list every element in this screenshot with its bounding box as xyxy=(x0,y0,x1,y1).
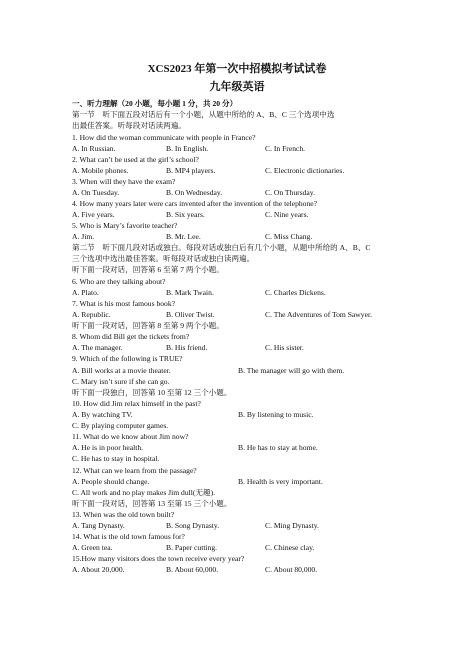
exam-subtitle: 九年级英语 xyxy=(209,81,265,93)
q11-option-b: B. He has to stay at home. xyxy=(238,443,318,452)
q12-option-b: B. Health is very important. xyxy=(238,477,323,486)
q15-option-b: B. About 60,000. xyxy=(166,565,219,574)
question-5: 5. Who is Mary’s favorite teacher? xyxy=(72,221,178,230)
q4-option-c: C. Nine years. xyxy=(265,210,309,219)
q3-option-b: B. On Wednesday. xyxy=(166,188,223,197)
q8-option-a: A. The manager. xyxy=(72,343,123,352)
q5-option-b: B. Mr. Lee. xyxy=(166,232,201,241)
q10-option-b: B. By listening to music. xyxy=(238,410,314,419)
q14-option-a: A. Green tea. xyxy=(72,543,113,552)
part2-listen-instruction-1: 听下面一段对话，回答第 6 至第 7 两个小题。 xyxy=(72,265,224,274)
question-8: 8. Whom did Bill get the tickets from? xyxy=(72,332,190,341)
q5-option-a: A. Jim. xyxy=(72,232,95,241)
q2-option-c: C. Electronic dictionaries. xyxy=(265,166,345,175)
section-heading: 一、听力理解（20 小题，每小题 1 分，共 20 分） xyxy=(72,99,238,108)
q2-option-b: B. MP4 players. xyxy=(166,166,216,175)
q4-option-a: A. Five years. xyxy=(72,210,115,219)
question-12: 12. What can we learn from the passage? xyxy=(72,466,197,475)
q13-option-a: A. Tang Dynasty. xyxy=(72,521,125,530)
q8-option-c: C. His sister. xyxy=(265,343,304,352)
question-15: 15.How many visitors does the town receive every year? xyxy=(72,554,245,563)
q7-option-a: A. Republic. xyxy=(72,310,111,319)
part2-listen-instruction-2: 听下面一段对话，回答第 8 至第 9 两个小题。 xyxy=(72,321,224,330)
question-1: 1. How did the woman communicate with people in France? xyxy=(72,133,256,142)
question-14: 14. What is the old town famous for? xyxy=(72,532,185,541)
exam-title: XCS2023 年第一次中招模拟考试试卷 xyxy=(147,63,327,75)
q12-option-c: C. All work and no play makes Jim dull(无趣). xyxy=(72,488,216,497)
q8-option-b: B. His friend. xyxy=(166,343,208,352)
part2-listen-instruction-4: 听下面一段对话，回答第 13 至第 15 三个小题。 xyxy=(72,499,232,508)
q6-option-b: B. Mark Twain. xyxy=(166,288,214,297)
q7-option-c: C. The Adventures of Tom Sawyer. xyxy=(265,310,372,319)
q13-option-b: B. Song Dynasty. xyxy=(166,521,220,530)
part2-instruction-line2: 三个选项中选出最佳答案。听每段对话或独白读两遍。 xyxy=(72,254,255,263)
part1-instruction-line1: 第一节 听下面五段对话后有一个小题，从题中所给的 A、B、C 三个选项中选 xyxy=(72,110,335,119)
question-6: 6. Who are they talking about? xyxy=(72,277,166,286)
question-9: 9. Which of the following is TRUE? xyxy=(72,354,183,363)
q1-option-c: C. In French. xyxy=(265,144,306,153)
q2-option-a: A. Mobile phones. xyxy=(72,166,129,175)
q9-option-c: C. Mary isn’t sure if she can go. xyxy=(72,377,170,386)
q10-option-c: C. By playing computer games. xyxy=(72,421,169,430)
question-7: 7. What is his most famous book? xyxy=(72,299,176,308)
question-3: 3. When will they have the exam? xyxy=(72,177,176,186)
q6-option-a: A. Plato. xyxy=(72,288,99,297)
q11-option-c: C. He has to stay in hospital. xyxy=(72,454,160,463)
q9-option-b: B. The manager will go with them. xyxy=(238,366,345,375)
q6-option-c: C. Charles Dickens. xyxy=(265,288,326,297)
question-10: 10. How did Jim relax himself in the past? xyxy=(72,399,201,408)
question-13: 13. When was the old town built? xyxy=(72,510,175,519)
q3-option-c: C. On Thursday. xyxy=(265,188,315,197)
q9-option-a: A. Bill works at a movie theater. xyxy=(72,366,171,375)
q4-option-b: B. Six years. xyxy=(166,210,205,219)
q1-option-a: A. In Russian. xyxy=(72,144,116,153)
question-4: 4. How many years later were cars invented after the invention of the telephone? xyxy=(72,199,318,208)
q3-option-a: A. On Tuesday. xyxy=(72,188,120,197)
q7-option-b: B. Oliver Twist. xyxy=(166,310,215,319)
q1-option-b: B. In English. xyxy=(166,144,209,153)
q11-option-a: A. He is in poor health. xyxy=(72,443,144,452)
part2-instruction-line1: 第二节 听下面几段对话或独白。每段对话或独白后有几个小题，从题中所给的 A、B、C xyxy=(72,243,371,252)
part2-listen-instruction-3: 听下面一段独白，回答第 10 至第 12 三个小题。 xyxy=(72,388,232,397)
q15-option-c: C. About 80,000. xyxy=(265,565,318,574)
q10-option-a: A. By watching TV. xyxy=(72,410,133,419)
q14-option-c: C. Chinese clay. xyxy=(265,543,315,552)
q12-option-a: A. People should change. xyxy=(72,477,150,486)
q13-option-c: C. Ming Dynasty. xyxy=(265,521,319,530)
q14-option-b: B. Paper cutting. xyxy=(166,543,218,552)
question-2: 2. What can’t be used at the girl’s school? xyxy=(72,155,199,164)
part1-instruction-line2: 出最佳答案。听每段对话读两遍。 xyxy=(72,121,186,130)
q5-option-c: C. Miss Chang. xyxy=(265,232,313,241)
question-11: 11. What do we know about Jim now? xyxy=(72,432,189,441)
q15-option-a: A. About 20,000. xyxy=(72,565,125,574)
